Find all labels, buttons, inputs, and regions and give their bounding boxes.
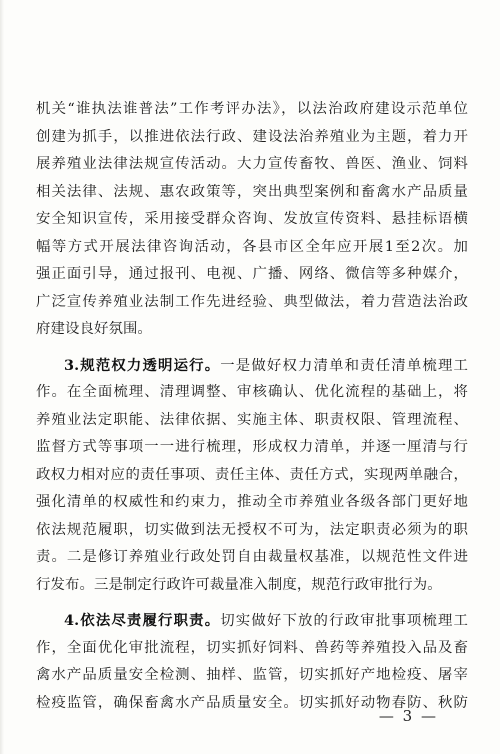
text-line: 强正面引导，通过报刊、电视、广播、网络、微信等多种媒介， (36, 266, 468, 282)
text-line: 广泛宣传养殖业法制工作先进经验、典型做法，着力营造法治政 (36, 293, 468, 310)
text-line: 强化清单的权威性和约束力，推动全市养殖业各级各部门更好地 (36, 494, 468, 510)
text-line: 责。二是修订养殖业行政处罚自由裁量权基准，以规范性文件进 (36, 549, 468, 565)
scan-edge-shadow (0, 0, 4, 754)
text-line: 禽水产品质量安全检测、抽样、监管，切实抓好产地检疫、屠宰 (36, 667, 468, 683)
text-line: 相关法律、法规、惠农政策等，突出典型案例和畜禽水产品质量 (36, 183, 468, 200)
text-line: 政权力相对应的责任事项、责任主体、责任方式，实现两单融合， (36, 466, 468, 483)
text-line: 依法规范履职，切实做到法无授权不可为，法定职责必须为的职 (36, 521, 468, 538)
paragraph-first-line (36, 352, 468, 380)
text-line: 检疫监管，确保畜禽水产品质量安全。切实抓好动物春防、秋防 (36, 694, 468, 711)
text-line: 幅等方式开展法律咨询活动，各县市区全年应开展1至2次。加 (36, 238, 468, 255)
section-heading: 3.规范权力透明运行。 (64, 356, 221, 374)
text-line: 机关“谁执法谁普法”工作考评办法》，以法治政府建设示范单位 (36, 101, 468, 117)
text-line: 作，全面优化审批流程，切实抓好饲料、兽药等养殖投入品及畜 (36, 639, 468, 656)
text-line: 作。在全面梳理、清理调整、审核确认、优化流程的基础上，将 (36, 384, 468, 400)
page-number: — 3 — (378, 707, 438, 725)
text-line: 展养殖业法律法规宣传活动。大力宣传畜牧、兽医、渔业、饲料 (36, 156, 468, 172)
text-line: 监督方式等事项一一进行梳理，形成权力清单，并逐一厘清与行 (36, 439, 468, 455)
text-line: 安全知识宣传，采用接受群众咨询、发放宣传资料、悬挂标语横 (36, 211, 468, 227)
text-line: 行发布。三是制定行政许可裁量准入制度，规范行政审批行为。 (36, 576, 442, 593)
body-text (36, 96, 468, 717)
text-line: 养殖业法定职能、法律依据、实施主体、职责权限、管理流程、 (36, 411, 468, 428)
text-line: 创建为抓手，以推进依法行政、建设法治养殖业为主题，着力开 (36, 128, 468, 145)
text-line: 切实做好下放的行政审批事项梳理工 (220, 613, 468, 629)
text-line: 一是做好权力清单和责任清单梳理工 (220, 357, 468, 374)
section-heading: 4.依法尽责履行职责。 (64, 612, 221, 629)
paragraph-first-line (36, 607, 468, 635)
text-line: 府建设良好氛围。 (36, 321, 152, 337)
